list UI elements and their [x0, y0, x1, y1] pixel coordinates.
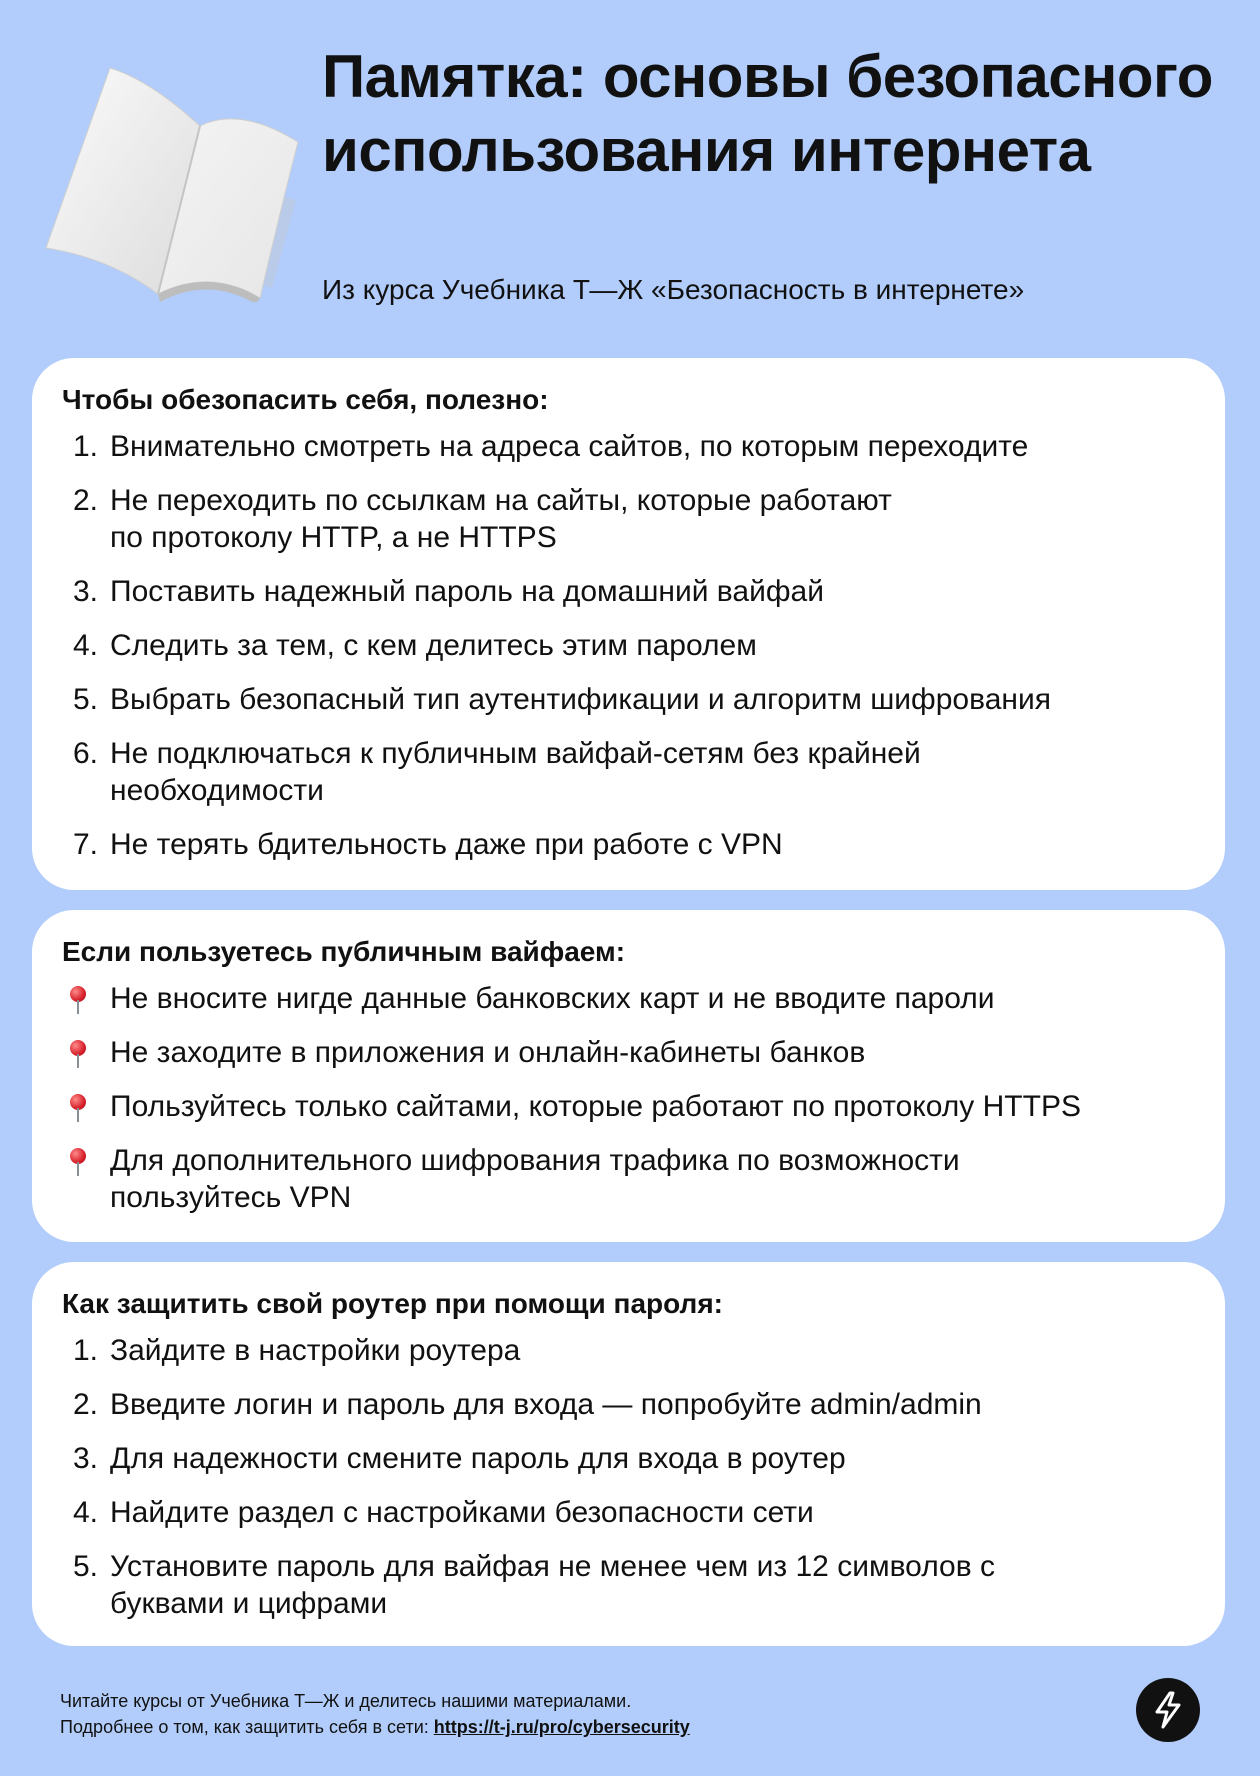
section-router-password	[32, 1262, 1225, 1646]
pushpin-icon	[62, 1034, 110, 1071]
list-item	[62, 980, 1185, 1017]
list-item-text: Зайдите в настройки роутера	[110, 1334, 521, 1367]
list-item	[62, 1440, 1185, 1477]
list-item-text: Для надежности смените пароль для входа в роутер	[110, 1442, 846, 1475]
bullet-list	[62, 980, 1185, 1216]
page-subtitle: Из курса Учебника Т—Ж «Безопасность в интернете»	[322, 274, 1025, 305]
section-heading: Как защитить свой роутер при помощи пароля:	[62, 1288, 723, 1319]
list-number: 2.	[72, 1388, 98, 1421]
list-number: 4.	[72, 1496, 98, 1529]
lightning-logo-icon[interactable]	[1136, 1678, 1200, 1742]
list-item-text: Установите пароль для вайфая не менее чем из 12 символов с буквами и цифрами	[110, 1550, 995, 1620]
section-heading: Чтобы обезопасить себя, полезно:	[62, 384, 549, 415]
list-item-text: Не терять бдительность даже при работе с VPN	[110, 828, 783, 861]
list-item-text: Не переходить по ссылкам на сайты, которые работают по протоколу HTTP, а не HTTPS	[110, 484, 892, 554]
list-item-text: Не подключаться к публичным вайфай-сетям без крайней необходимости	[110, 737, 921, 807]
section-heading: Если пользуетесь публичным вайфаем:	[62, 936, 626, 967]
list-item-text: Пользуйтесь только сайтами, которые работают по протоколу HTTPS	[110, 1090, 1081, 1123]
list-item	[62, 735, 1185, 809]
list-item-text: Поставить надежный пароль на домашний вайфай	[110, 575, 824, 608]
footer-line: Читайте курсы от Учебника Т—Ж и делитесь нашими материалами.	[60, 1691, 632, 1711]
list-number: 1.	[72, 430, 98, 463]
list-number: 6.	[72, 737, 98, 770]
pushpin-icon	[62, 1088, 110, 1125]
list-item-text: Внимательно смотреть на адреса сайтов, по которым переходите	[110, 430, 1029, 463]
list-item-text: Следить за тем, с кем делитесь этим паролем	[110, 629, 757, 662]
list-item	[62, 627, 1185, 664]
list-item	[62, 681, 1185, 718]
list-number: 2.	[72, 484, 98, 517]
list-item-text: Не заходите в приложения и онлайн-кабинеты банков	[110, 1036, 866, 1069]
list-item	[62, 1494, 1185, 1531]
list-number: 3.	[72, 575, 98, 608]
page-header	[0, 0, 1260, 350]
section-protect-yourself	[32, 358, 1225, 890]
list-item	[62, 573, 1185, 610]
page-footer	[60, 1688, 1060, 1740]
numbered-list	[62, 428, 1185, 863]
list-number: 7.	[72, 828, 98, 861]
numbered-list	[62, 1332, 1185, 1622]
list-number: 5.	[72, 683, 98, 716]
list-number: 4.	[72, 629, 98, 662]
footer-text: Подробнее о том, как защитить себя в сети:	[60, 1717, 434, 1737]
page-title: Памятка: основы безопасного использования интернета	[322, 43, 1213, 184]
list-item-text: Найдите раздел с настройками безопасности сети	[110, 1496, 814, 1529]
list-number: 1.	[72, 1334, 98, 1367]
lightning-bolt-icon	[1151, 1691, 1185, 1729]
list-item	[62, 1034, 1185, 1071]
list-item-text: Не вносите нигде данные банковских карт и не вводите пароли	[110, 982, 995, 1015]
list-number: 5.	[72, 1550, 98, 1583]
section-public-wifi	[32, 910, 1225, 1242]
footer-line	[60, 1714, 1060, 1740]
list-item-text: Введите логин и пароль для входа — попробуйте admin/admin	[110, 1388, 982, 1421]
list-item-text: Выбрать безопасный тип аутентификации и алгоритм шифрования	[110, 683, 1051, 716]
list-item	[62, 482, 1185, 556]
footer-link[interactable]: https://t-j.ru/pro/cybersecurity	[433, 1717, 690, 1737]
pushpin-icon	[62, 980, 110, 1017]
list-item	[62, 1332, 1185, 1369]
pushpin-icon	[62, 1142, 110, 1179]
list-item	[62, 1088, 1185, 1125]
list-item	[62, 1142, 1185, 1216]
list-number: 3.	[72, 1442, 98, 1475]
list-item-text: Для дополнительного шифрования трафика по возможности пользуйтесь VPN	[110, 1144, 960, 1214]
list-item	[62, 1548, 1185, 1622]
open-book-icon	[40, 62, 300, 302]
list-item	[62, 428, 1185, 465]
list-item	[62, 826, 1185, 863]
list-item	[62, 1386, 1185, 1423]
